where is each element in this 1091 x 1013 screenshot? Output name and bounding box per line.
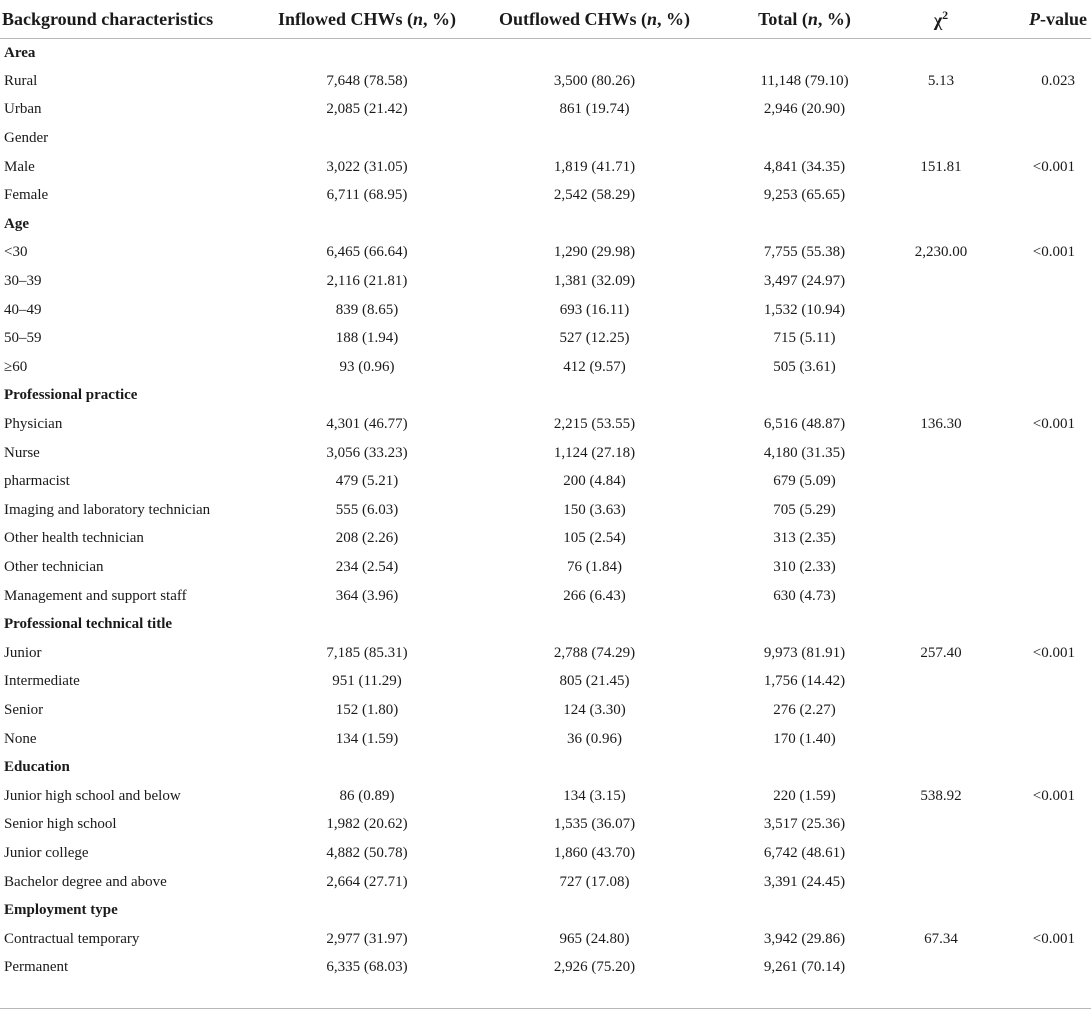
table-row [0,96,1091,125]
row-label: Imaging and laboratory technician [4,501,211,518]
p-value-cell: <0.001 [1032,244,1075,261]
outflowed-cell: 150 (3.63) [563,501,626,518]
row-label: Rural [4,72,38,89]
total-cell [717,124,892,153]
section-header-row [0,753,1091,782]
total-cell: 1,756 (14.42) [763,673,846,690]
chi-square-cell [892,124,990,153]
row-label: Permanent [4,959,69,976]
p-value-cell [990,267,1091,296]
table-row [0,410,1091,439]
inflowed-cell: 2,664 (27.71) [326,873,408,890]
row-label: 50–59 [4,330,42,347]
p-value-cell [990,353,1091,382]
row-label: Intermediate [4,673,80,690]
outflowed-cell: 266 (6.43) [563,587,626,604]
total-cell: 9,253 (65.65) [763,187,846,204]
inflowed-cell: 2,085 (21.42) [326,101,408,118]
p-value-cell: <0.001 [1032,787,1075,804]
outflowed-cell: 3,500 (80.26) [553,72,636,89]
header-total [717,0,892,39]
row-label: Senior high school [4,816,117,833]
chi-square-cell [892,324,990,353]
p-value-cell [990,610,1091,639]
header-row [0,0,1091,39]
outflowed-cell [472,210,717,239]
row-label: Female [4,187,49,204]
chi-square-cell: 538.92 [920,787,962,804]
outflowed-cell: 1,381 (32.09) [553,273,636,290]
section-label: Education [4,759,70,776]
section-label: Employment type [4,902,118,919]
total-cell [717,610,892,639]
table-row [0,954,1091,983]
total-cell: 1,532 (10.94) [763,301,846,318]
inflowed-cell: 152 (1.80) [335,701,399,718]
total-cell [717,210,892,239]
p-value-cell: <0.001 [1032,644,1075,661]
total-cell: 7,755 (55.38) [763,244,846,261]
p-value-cell [990,124,1091,153]
row-label: Urban [4,101,42,118]
header-c1-pct: , %) [423,8,457,29]
p-value-cell [990,868,1091,897]
inflowed-cell: 3,056 (33.23) [326,444,408,461]
table-header [0,0,1091,39]
p-value-cell [990,467,1091,496]
inflowed-cell: 208 (2.26) [335,530,399,547]
header-c3-pct: , %) [817,8,851,29]
inflowed-cell: 3,022 (31.05) [326,158,408,175]
inflowed-cell: 364 (3.96) [335,587,399,604]
header-c2-n: n [646,8,657,29]
row-label: ≥60 [4,358,28,375]
table-row [0,925,1091,954]
total-cell: 3,497 (24.97) [763,273,846,290]
row-label: 30–39 [4,273,42,290]
outflowed-cell: 124 (3.30) [563,701,626,718]
outflowed-cell: 36 (0.96) [567,730,622,747]
inflowed-cell: 93 (0.96) [339,358,395,375]
outflowed-cell: 965 (24.80) [559,930,630,947]
chi-square-cell [892,725,990,754]
p-value-cell [990,39,1091,68]
header-c1-n: n [413,8,424,29]
p-value-cell [990,811,1091,840]
outflowed-cell [472,610,717,639]
table-row [0,582,1091,611]
inflowed-cell: 234 (2.54) [335,558,399,575]
total-cell: 6,516 (48.87) [763,416,846,433]
chi-square-cell [892,839,990,868]
chi-square-cell [892,96,990,125]
outflowed-cell: 727 (17.08) [559,873,630,890]
header-p-italic: P [1029,8,1040,29]
inflowed-cell: 6,465 (66.64) [326,244,408,261]
row-label: Junior college [4,844,89,861]
outflowed-cell [472,382,717,411]
total-cell: 4,841 (34.35) [763,158,846,175]
inflowed-cell: 7,648 (78.58) [326,72,408,89]
inflowed-cell [262,124,472,153]
section-label: Professional practice [4,387,138,404]
inflowed-cell: 6,711 (68.95) [326,187,408,204]
header-chi-sup: 2 [942,7,949,22]
outflowed-cell: 105 (2.54) [563,530,626,547]
outflowed-cell: 1,860 (43.70) [553,844,636,861]
inflowed-cell: 2,977 (31.97) [326,930,408,947]
p-value-cell: <0.001 [1032,416,1075,433]
chi-square-cell [892,868,990,897]
outflowed-cell [472,896,717,925]
p-value-cell [990,382,1091,411]
header-c0-text: Background characteristics [2,8,214,29]
total-cell: 11,148 (79.10) [760,72,849,89]
outflowed-cell: 134 (3.15) [563,787,626,804]
inflowed-cell [262,382,472,411]
section-label: Professional technical title [4,616,173,633]
inflowed-cell [262,896,472,925]
row-label: pharmacist [4,473,70,490]
header-p-value [990,0,1091,39]
outflowed-cell: 2,788 (74.29) [553,644,636,661]
table-row [0,668,1091,697]
chi-square-cell [892,753,990,782]
table-row [0,811,1091,840]
total-cell: 6,742 (48.61) [763,844,846,861]
table-row [0,353,1091,382]
inflowed-cell: 86 (0.89) [339,787,395,804]
p-value-cell [990,439,1091,468]
section-header-row [0,382,1091,411]
table-row [0,496,1091,525]
outflowed-cell: 2,215 (53.55) [553,416,636,433]
chi-square-cell [892,525,990,554]
table-row [0,467,1091,496]
table-row [0,267,1091,296]
chi-square-cell [892,181,990,210]
chi-square-cell [892,267,990,296]
chi-square-cell: 151.81 [920,158,962,175]
chi-square-cell [892,811,990,840]
total-cell: 170 (1.40) [773,730,836,747]
section-header-row [0,39,1091,68]
chi-square-cell [892,496,990,525]
table-row [0,553,1091,582]
total-cell [717,39,892,68]
total-cell [717,896,892,925]
section-header-row [0,210,1091,239]
p-value-cell [990,582,1091,611]
row-label: Nurse [4,444,40,461]
header-c1-text: Inflowed CHWs ( [277,8,413,29]
total-cell: 4,180 (31.35) [763,444,846,461]
outflowed-cell: 1,124 (27.18) [553,444,636,461]
header-background-characteristics [0,0,262,39]
chi-square-cell [892,296,990,325]
total-cell: 630 (4.73) [773,587,836,604]
outflowed-cell: 527 (12.25) [559,330,630,347]
row-label: Physician [4,416,63,433]
p-value-cell [990,553,1091,582]
p-value-cell: <0.001 [1032,158,1075,175]
row-label: Management and support staff [4,587,187,604]
row-label: Junior [4,644,42,661]
row-label: Other health technician [4,530,144,547]
inflowed-cell: 839 (8.65) [335,301,399,318]
p-value-cell [990,668,1091,697]
table-row [0,324,1091,353]
inflowed-cell: 1,982 (20.62) [326,816,408,833]
chi-square-cell [892,668,990,697]
chi-square-cell [892,439,990,468]
table-row [0,696,1091,725]
inflowed-cell: 2,116 (21.81) [326,273,408,290]
table-row [0,439,1091,468]
row-label: Junior high school and below [4,787,181,804]
outflowed-cell [472,124,717,153]
row-label: Contractual temporary [4,930,140,947]
total-cell: 310 (2.33) [773,558,836,575]
p-value-cell [990,839,1091,868]
table-row [0,782,1091,811]
header-c3-text: Total ( [758,8,808,29]
inflowed-cell [262,753,472,782]
chi-square-cell: 136.30 [920,416,962,433]
header-c3-n: n [807,8,818,29]
table-row [0,153,1091,182]
row-label: Male [4,158,35,175]
chi-square-cell [892,353,990,382]
row-label: None [4,730,37,747]
chi-square-cell [892,467,990,496]
total-cell [717,382,892,411]
outflowed-cell: 412 (9.57) [563,358,626,375]
inflowed-cell: 188 (1.94) [335,330,399,347]
outflowed-cell: 76 (1.84) [567,558,622,575]
row-label: <30 [4,244,28,261]
inflowed-cell: 7,185 (85.31) [326,644,408,661]
outflowed-cell: 693 (16.11) [559,301,630,318]
p-value-cell [990,181,1091,210]
total-cell: 9,261 (70.14) [763,959,846,976]
bottom-rule [0,1008,1091,1009]
section-header-row [0,896,1091,925]
header-c2-text: Outflowed CHWs ( [498,8,647,29]
header-chi-symbol: χ [933,9,943,30]
p-value-cell [990,696,1091,725]
table-row [0,296,1091,325]
total-cell: 2,946 (20.90) [763,101,846,118]
p-value-cell [990,210,1091,239]
total-cell: 313 (2.35) [773,530,836,547]
section-header-row [0,610,1091,639]
inflowed-cell: 134 (1.59) [335,730,399,747]
table-row [0,639,1091,668]
inflowed-cell [262,39,472,68]
p-value-cell: 0.023 [1041,72,1075,89]
total-cell: 3,391 (24.45) [763,873,846,890]
inflowed-cell: 4,882 (50.78) [326,844,408,861]
inflowed-cell [262,210,472,239]
chi-square-cell [892,896,990,925]
row-label: 40–49 [4,301,42,318]
chi-square-cell [892,210,990,239]
p-value-cell [990,896,1091,925]
p-value-cell [990,296,1091,325]
table-row [0,67,1091,96]
outflowed-cell: 1,290 (29.98) [553,244,636,261]
p-value-cell [990,96,1091,125]
p-value-cell: <0.001 [1032,930,1075,947]
section-label: Area [4,44,36,61]
inflowed-cell: 6,335 (68.03) [326,959,408,976]
inflowed-cell: 555 (6.03) [335,501,399,518]
outflowed-cell: 805 (21.45) [559,673,630,690]
total-cell: 220 (1.59) [773,787,836,804]
chi-square-cell: 2,230.00 [914,244,968,261]
total-cell: 276 (2.27) [773,701,836,718]
row-label: Other technician [4,558,104,575]
total-cell: 3,517 (25.36) [763,816,846,833]
chi-square-cell [892,553,990,582]
p-value-cell [990,496,1091,525]
outflowed-cell: 2,926 (75.20) [553,959,636,976]
p-value-cell [990,954,1091,983]
p-value-cell [990,324,1091,353]
outflowed-cell: 2,542 (58.29) [553,187,636,204]
outflowed-cell [472,39,717,68]
table-body [0,39,1091,983]
inflowed-cell [262,610,472,639]
total-cell: 505 (3.61) [773,358,836,375]
table-row [0,839,1091,868]
outflowed-cell: 1,535 (36.07) [553,816,636,833]
chi-square-cell [892,382,990,411]
p-value-cell [990,525,1091,554]
section-label: Age [4,215,29,232]
chi-square-cell [892,39,990,68]
table-row [0,181,1091,210]
total-cell: 715 (5.11) [773,330,836,347]
total-cell: 9,973 (81.91) [763,644,846,661]
row-label: Senior [4,701,44,718]
total-cell: 705 (5.29) [773,501,836,518]
header-p-rest: -value [1040,8,1087,29]
total-cell: 3,942 (29.86) [763,930,846,947]
p-value-cell [990,753,1091,782]
total-cell [717,753,892,782]
p-value-cell [990,725,1091,754]
table-row [0,868,1091,897]
outflowed-cell: 1,819 (41.71) [553,158,636,175]
chi-square-cell: 5.13 [927,72,955,89]
chi-square-cell: 67.34 [924,930,958,947]
header-c2-pct: , %) [657,8,690,29]
table-row [0,725,1091,754]
chi-square-cell [892,610,990,639]
inflowed-cell: 951 (11.29) [332,673,402,690]
row-label: Gender [4,130,49,147]
chi-square-cell [892,696,990,725]
row-label: Bachelor degree and above [4,873,167,890]
inflowed-cell: 4,301 (46.77) [326,416,408,433]
header-outflowed [472,0,717,39]
chi-square-cell [892,582,990,611]
outflowed-cell: 861 (19.74) [559,101,630,118]
header-chi-square [892,0,990,39]
outflowed-cell [472,753,717,782]
table-row [0,239,1091,268]
outflowed-cell: 200 (4.84) [563,473,626,490]
chi-square-cell [892,954,990,983]
total-cell: 679 (5.09) [773,473,836,490]
table-row [0,124,1091,153]
inflowed-cell: 479 (5.21) [335,473,399,490]
header-inflowed [262,0,472,39]
chi-square-cell: 257.40 [920,644,962,661]
table-row [0,525,1091,554]
